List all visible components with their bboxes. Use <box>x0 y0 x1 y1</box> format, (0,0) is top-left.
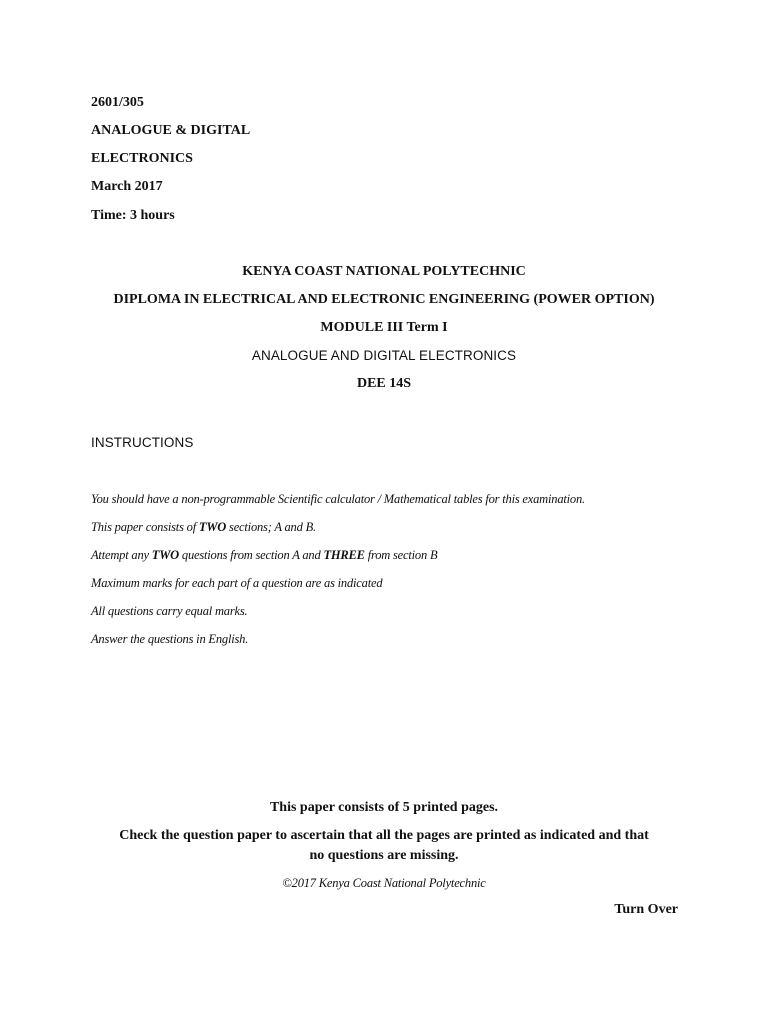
instruction-sections-pre: This paper consists of <box>91 520 199 534</box>
instruction-equal-marks: All questions carry equal marks. <box>91 604 248 618</box>
check-note-line-1: Check the question paper to ascertain that all the pages are printed as indicated and that <box>119 828 649 843</box>
instruction-attempt-count-b: THREE <box>323 548 365 562</box>
instruction-attempt-pre: Attempt any <box>91 548 152 562</box>
paper-code: 2601/305 <box>91 95 144 110</box>
subject-line-2: ELECTRONICS <box>91 151 193 166</box>
module-term: MODULE III Term I <box>320 320 448 335</box>
instruction-attempt-post: from section B <box>364 548 438 562</box>
course-title: ANALOGUE AND DIGITAL ELECTRONICS <box>251 348 517 363</box>
instruction-sections-count: TWO <box>198 520 227 534</box>
instruction-attempt-count-a: TWO <box>151 548 179 562</box>
exam-duration: Time: 3 hours <box>91 208 175 223</box>
diploma-title: DIPLOMA IN ELECTRICAL AND ELECTRONIC ENGINEERING (POWER OPTION) <box>113 292 655 307</box>
instruction-language: Answer the questions in English. <box>91 632 249 646</box>
instruction-marks: Maximum marks for each part of a question are as indicated <box>91 576 383 590</box>
instruction-attempt-mid: questions from section A and <box>178 548 324 562</box>
instruction-sections <box>91 518 316 536</box>
course-code: DEE 14S <box>356 376 412 391</box>
instructions-heading: INSTRUCTIONS <box>91 435 194 450</box>
exam-date: March 2017 <box>91 179 163 194</box>
instruction-attempt <box>91 546 437 564</box>
copyright-notice: ©2017 Kenya Coast National Polytechnic <box>282 876 486 890</box>
turn-over-label: Turn Over <box>614 902 678 917</box>
check-note-line-2: no questions are missing. <box>309 848 459 863</box>
subject-line-1: ANALOGUE & DIGITAL <box>91 123 251 138</box>
pages-note: This paper consists of 5 printed pages. <box>269 800 499 815</box>
instruction-sections-post: sections; A and B. <box>226 520 316 534</box>
institution-name: KENYA COAST NATIONAL POLYTECHNIC <box>242 264 526 279</box>
instruction-calculator: You should have a non-programmable Scientific calculator / Mathematical tables for this examination. <box>91 492 585 506</box>
